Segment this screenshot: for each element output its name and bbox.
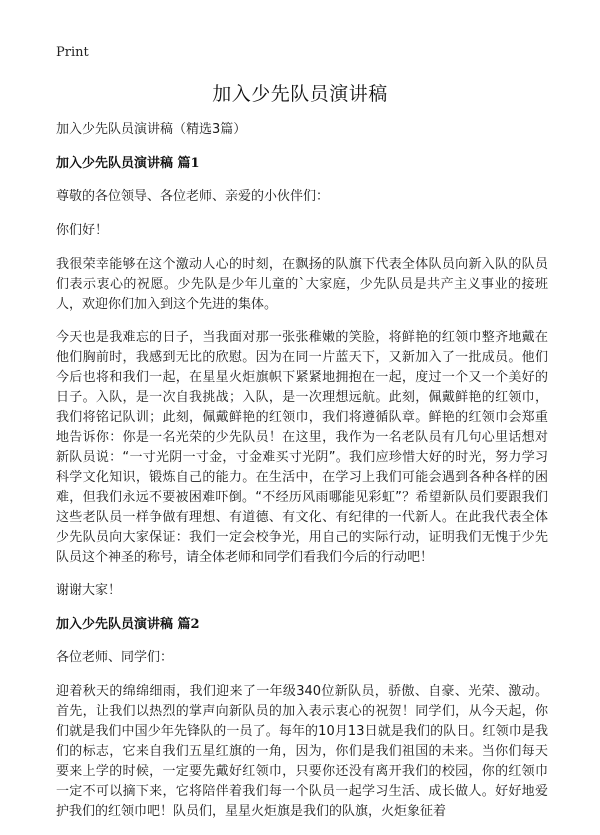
section1-greeting: 你们好！ (56, 223, 109, 238)
section1-salutation: 尊敬的各位领导、各位老师、亲爱的小伙伴们： (56, 189, 330, 204)
section-heading-1: 加入少先队员演讲稿 篇1 (56, 156, 200, 171)
section-heading-2: 加入少先队员演讲稿 篇2 (56, 617, 200, 632)
section1-paragraph-1: 我很荣幸能够在这个激动人心的时刻，在飘扬的队旗下代表全体队员向新入队的队员们表示衷心的祝愿。少先队是少年儿童的`大家庭，少先队员是共产主义事业的接班人，欢迎你们加入到这个先进的集体。 (56, 257, 548, 312)
document-body (56, 120, 548, 835)
page-title: 加入少先队员演讲稿 (212, 83, 388, 105)
section1-paragraph-2: 今天也是我难忘的日子，当我面对那一张张稚嫩的笑脸，将鲜艳的红领巾整齐地戴在他们胸前时，我感到无比的欣慰。因为在同一片蓝天下，又新加入了一批成员。他们今后也将和我们一起，在星星火炬旗帜下紧紧地拥抱在一起，度过一个又一个美好的日子。入队，是一次自我挑战；入队，是一次理想远航。此刻，佩戴鲜艳的红领巾，我们将铭记队训；此刻，佩戴鲜艳的红领巾，我们将遵循队章。鲜艳的红领巾会郑重地告诉你：你是一名光荣的少先队员！在这里，我作为一名老队员有几句心里话想对新队员说：“一寸光阴一寸金，寸金难买寸光阴”。我们应珍惜大好的时光，努力学习科学文化知识，锻炼自己的能力。在生活中，在学习上我们可能会遇到各种各样的困难，但我们永远不要被困难吓倒。“不经历风雨哪能见彩虹”？希望新队员们要跟我们这些老队员一样争做有理想、有道德、有文化、有纪律的一代新人。在此我代表全体少先队员向大家保证：我们一定会校争光，用自己的实际行动，证明我们无愧于少先队员这个神圣的称号，请全体老师和同学们看我们今后的行动吧！ (56, 330, 548, 565)
section1-closing: 谢谢大家！ (56, 583, 122, 598)
print-label[interactable]: Print (56, 45, 89, 60)
section2-paragraph-1: 迎着秋天的绵绵细雨，我们迎来了一年级340位新队员，骄傲、自豪、光荣、激动。首先，让我们以热烈的掌声向新队员的加入表示衷心的祝贺！同学们，从今天起，你们就是我们中国少年先锋队的一员了。每年的10月13日就是我们的队日。红领巾是我们的标志，它来自我们五星红旗的一角，因为，你们是我们祖国的未来。当你们每天要来上学的时候，一定要先戴好红领巾，只要你还没有离开我们的校园，你的红领巾一定不可以摘下来，它将陪伴着我们每一个队员一起学习生活、成长做人。好好地爱护我们的红领巾吧！队员们，星星火炬旗是我们的队旗，火炬象征着 (56, 684, 548, 819)
section2-salutation: 各位老师、同学们： (56, 650, 174, 665)
document-subtitle: 加入少先队员演讲稿（精选3篇） (56, 122, 247, 137)
